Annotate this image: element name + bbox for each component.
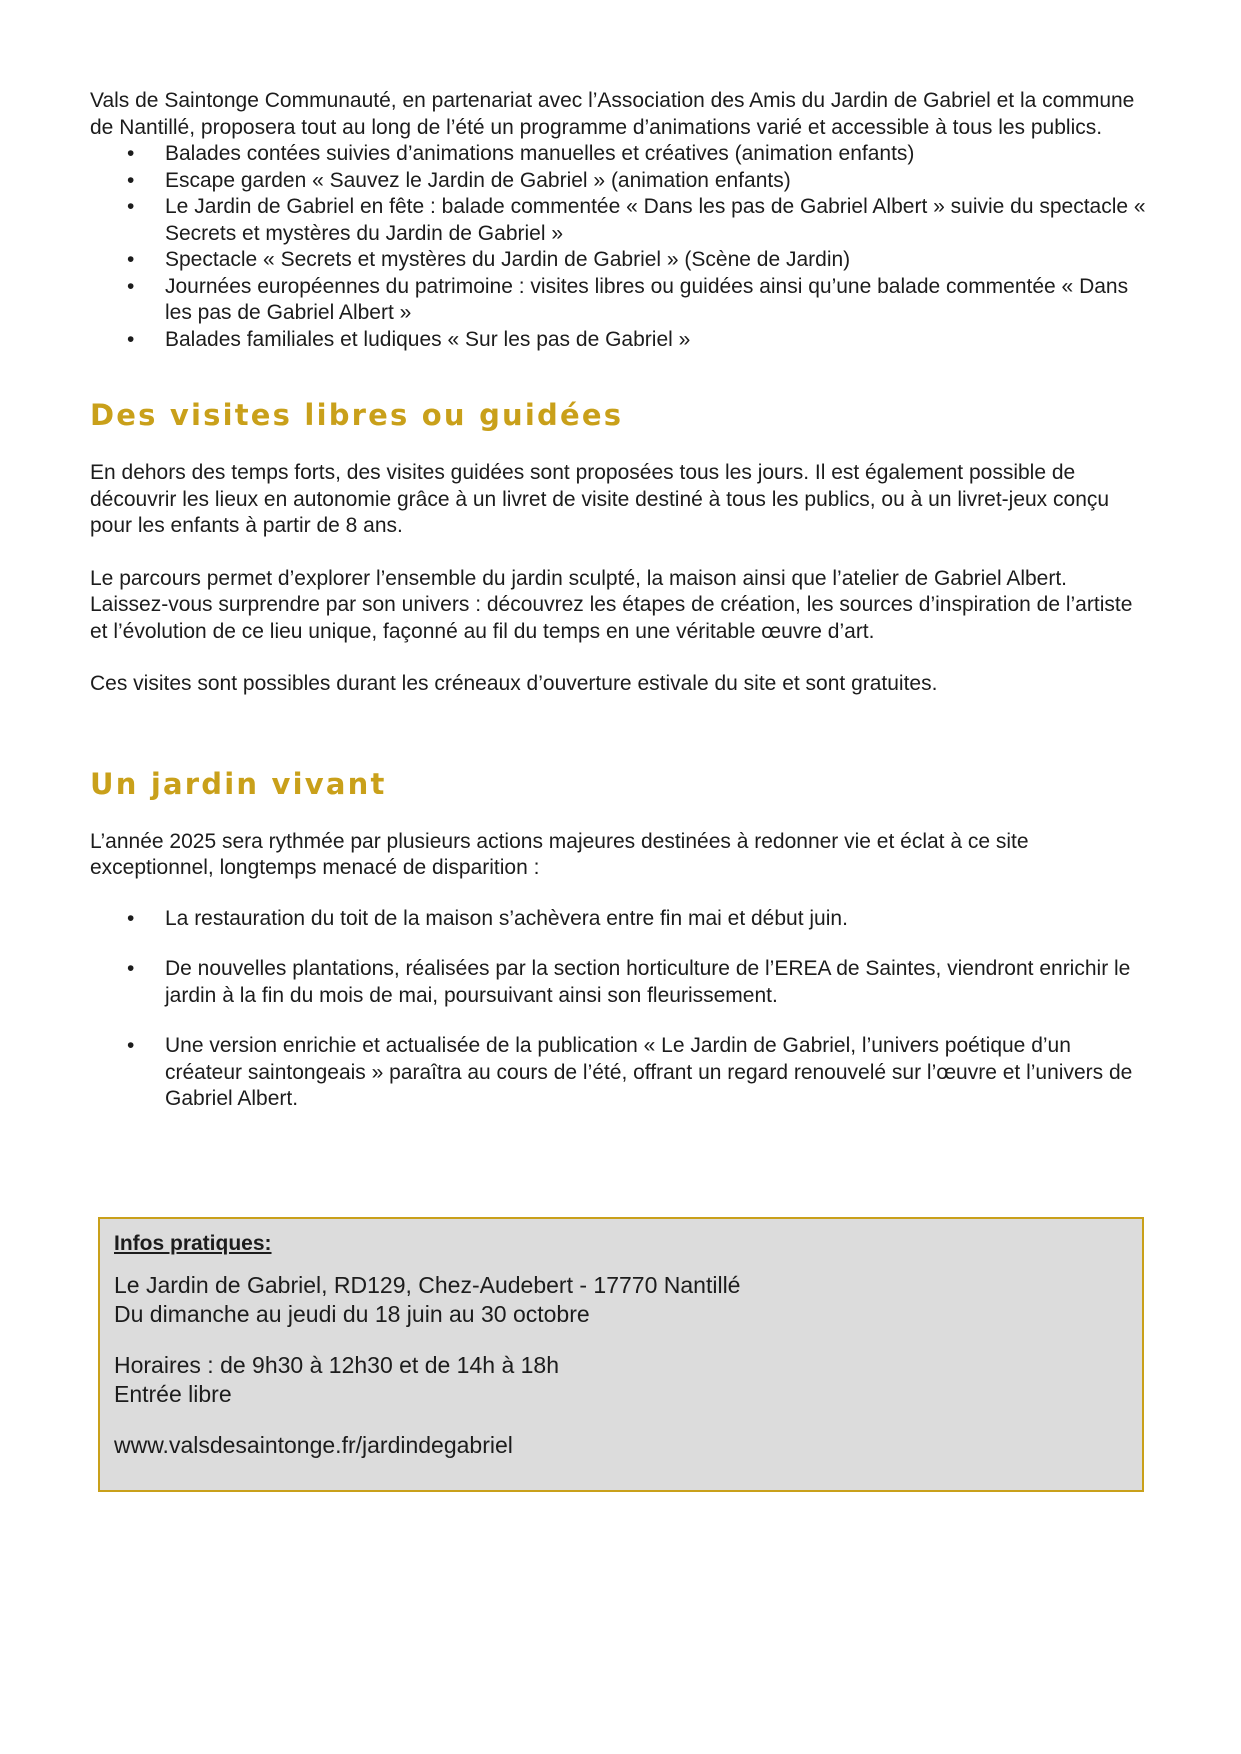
animations-list [90, 141, 1150, 353]
infos-title: Infos pratiques: [114, 1232, 272, 1255]
list-item: • De nouvelles plantations, réalisées par la section horticulture de l’EREA de Saintes, viendront enrichir le jardin à la fin du mois de mai, poursuivant ainsi son fleurissement. [90, 956, 1150, 1009]
list-item: • Escape garden « Sauvez le Jardin de Gabriel » (animation enfants) [90, 168, 1150, 195]
list-item: • Le Jardin de Gabriel en fête : balade commentée « Dans les pas de Gabriel Albert » suivie du spectacle « Secrets et mystères du Jardin de Gabriel » [90, 194, 1150, 247]
section-heading-jardin: Un jardin vivant [90, 766, 387, 801]
list-item: • Balades contées suivies d’animations manuelles et créatives (animation enfants) [90, 141, 1150, 168]
actions-list [90, 906, 1150, 1113]
list-item: • La restauration du toit de la maison s’achèvera entre fin mai et début juin. [90, 906, 1150, 933]
section-heading-visites: Des visites libres ou guidées [90, 398, 624, 432]
list-item: • Une version enrichie et actualisée de la publication « Le Jardin de Gabriel, l’univers poétique d’un créateur saintongeais » paraîtra au cours de l’été, offrant un regard renouvelé sur l’œuvre et l’univers de Gabriel Albert. [90, 1033, 1150, 1113]
visites-paragraph-2: Le parcours permet d’explorer l’ensemble du jardin sculpté, la maison ainsi que l’atelier de Gabriel Albert. Laissez-vous surprendre par son univers : découvrez les étapes de création, les sources d’inspiration de l’artiste et l’évolution de ce lieu unique, façonné au fil du temps en une véritable œuvre d’art. [90, 566, 1133, 643]
infos-dates: Du dimanche au jeudi du 18 juin au 30 octobre [114, 1301, 590, 1327]
intro-paragraph: Vals de Saintonge Communauté, en partenariat avec l’Association des Amis du Jardin de Gabriel et la commune de Nantillé, proposera tout au long de l’été un programme d’animations varié et accessible à tous les publics. [90, 89, 1135, 139]
infos-pratiques-box [98, 1217, 1144, 1492]
infos-address: Le Jardin de Gabriel, RD129, Chez-Audebert - 17770 Nantillé [114, 1272, 741, 1298]
visites-paragraph-3: Ces visites sont possibles durant les créneaux d’ouverture estivale du site et sont gratuites. [90, 672, 938, 695]
list-item: • Balades familiales et ludiques « Sur les pas de Gabriel » [90, 327, 1150, 354]
jardin-paragraph-1: L’année 2025 sera rythmée par plusieurs actions majeures destinées à redonner vie et éclat à ce site exceptionnel, longtemps menacé de disparition : [90, 829, 1029, 879]
list-item: • Spectacle « Secrets et mystères du Jardin de Gabriel » (Scène de Jardin) [90, 247, 1150, 274]
visites-paragraph-1: En dehors des temps forts, des visites guidées sont proposées tous les jours. Il est également possible de découvrir les lieux en autonomie grâce à un livret de visite destiné à tous les publics, ou à un livret-jeux conçu pour les enfants à partir de 8 ans. [90, 461, 1110, 537]
list-item: • Journées européennes du patrimoine : visites libres ou guidées ainsi qu’une balade commentée « Dans les pas de Gabriel Albert » [90, 274, 1150, 327]
infos-website-link[interactable]: www.valsdesaintonge.fr/jardindegabriel [114, 1432, 513, 1458]
infos-horaires: Horaires : de 9h30 à 12h30 et de 14h à 18h [114, 1352, 560, 1378]
document-body [90, 88, 1150, 1113]
infos-entree: Entrée libre [114, 1381, 232, 1407]
